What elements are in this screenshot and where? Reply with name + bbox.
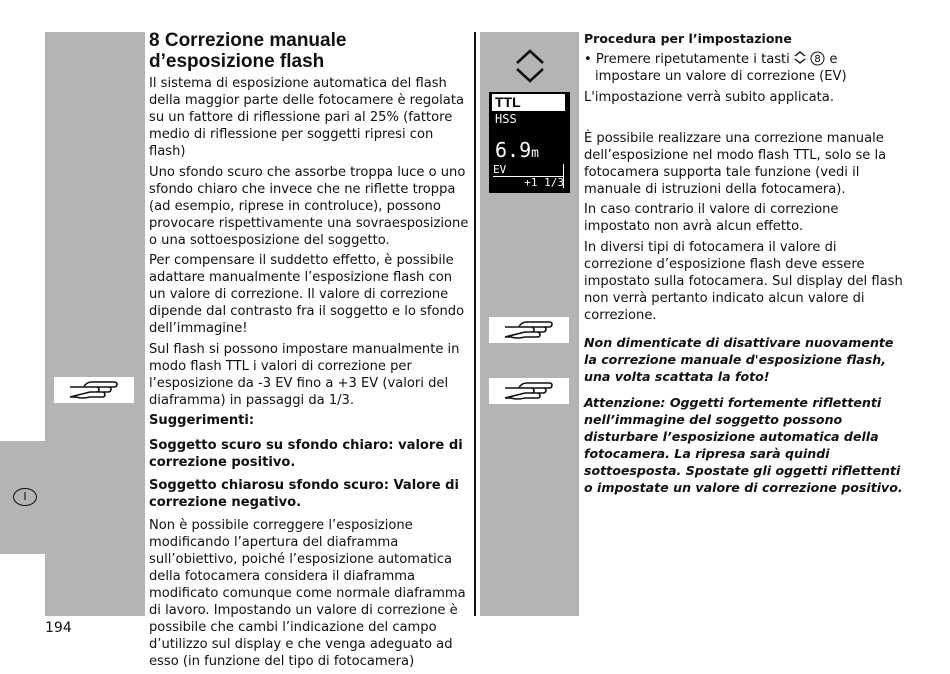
circled-8-icon [810, 51, 825, 66]
flash-display [489, 92, 570, 193]
section-title: 8 Correzione manuale d’esposizione flash [149, 30, 347, 72]
pointing-hand-icon [54, 377, 134, 403]
pointing-hand-icon [489, 317, 569, 343]
paragraph: Uno sfondo scuro che assorbe troppa luce o uno sfondo chiaro che invece che ne riflette troppa (ad esempio, riprese in controluce), possono provocare rispettivamente una sovraesposizione o una sottoesposizione del soggetto. [149, 164, 469, 248]
note: Attenzione: Oggetti fortemente riflettenti nell’immagine del soggetto possono disturbare l’esposizione automatica della fotocamera. La ripresa sarà quindi sottoesposta. Spostate gli oggetti riflettenti o impostate un valore di correzione positivo. [584, 394, 903, 495]
left-margin-band [45, 32, 145, 616]
tip: Soggetto chiarosu sfondo scuro: Valore di correzione negativo. [149, 478, 460, 510]
left-column [149, 30, 472, 674]
display-ev-value: +1 1/3 [524, 176, 564, 189]
procedure-bullet: • Premere ripetutamente i tasti 8 e impostare un valore di correzione (EV) [584, 52, 847, 84]
column-divider [474, 32, 476, 616]
svg-text:8: 8 [814, 54, 821, 65]
tip: Soggetto scuro su sfondo chiaro: valore di correzione positivo. [149, 438, 463, 470]
language-badge: I [13, 488, 37, 506]
paragraph: L'impostazione verrà subito applicata. [584, 89, 834, 105]
page-number: 194 [45, 620, 72, 636]
paragraph: Il sistema di esposizione automatica del flash della maggior parte delle fotocamere è regolata su un fattore di riflessione pari al 25% (fattore medio di riflessione per soggetti ripresi con flash) [149, 76, 464, 159]
display-ev-label: EV [493, 163, 507, 176]
paragraph: Sul flash si possono impostare manualmente in modo flash TTL i valori di correzione per l’esposizione da -3 EV fino a +3 EV (valori del diaframma) in passaggi da 1/3. [149, 341, 460, 408]
tips-heading: Suggerimenti: [149, 413, 255, 428]
display-sync: HSS [495, 112, 517, 126]
up-down-arrows-icon [513, 48, 547, 84]
paragraph: È possibile realizzare una correzione manuale dell’esposizione nel modo flash TTL, solo se la fotocamera supporta tale funzione (vedi il manuale di istruzioni della fotocamera). [584, 130, 887, 197]
paragraph: Per compensare il suddetto effetto, è possibile adattare manualmente l’esposizione flash con un valore di correzione. Il valore di correzione dipende dal contrasto fra il soggetto e lo sfondo dell’immagine! [149, 253, 465, 336]
up-down-arrows-icon [794, 51, 806, 64]
pointing-hand-icon [489, 378, 569, 404]
paragraph: In diversi tipi di fotocamera il valore di correzione d’esposizione flash deve essere impostato sulla fotocamera. Sul display del flash non verrà pertanto indicato alcun valore di correzione. [584, 239, 903, 323]
display-distance: 6.9m [495, 138, 539, 162]
paragraph: Non è possibile correggere l’esposizione modificando l’apertura del diaframma sull’obiettivo, poiché l’esposizione automatica della fotocamera considera il diaframma modificato comunque come normale diaframma di lavoro. Impostando un valore di correzione è possibile che cambi l’indicazione del campo d’utilizzo sul display e che venga adeguato ad esso (in funzione del tipo di fotocamera) [149, 518, 466, 669]
note: Non dimenticate di disattivare nuovamente la correzione manuale d'esposizione flash, una volta scattata la foto! [584, 334, 894, 384]
paragraph: In caso contrario il valore di correzione impostato non avrà alcun effetto. [584, 202, 839, 234]
procedure-heading: Procedura per l’impostazione [584, 31, 792, 46]
display-mode: TTL [492, 94, 565, 111]
right-column [584, 30, 906, 499]
